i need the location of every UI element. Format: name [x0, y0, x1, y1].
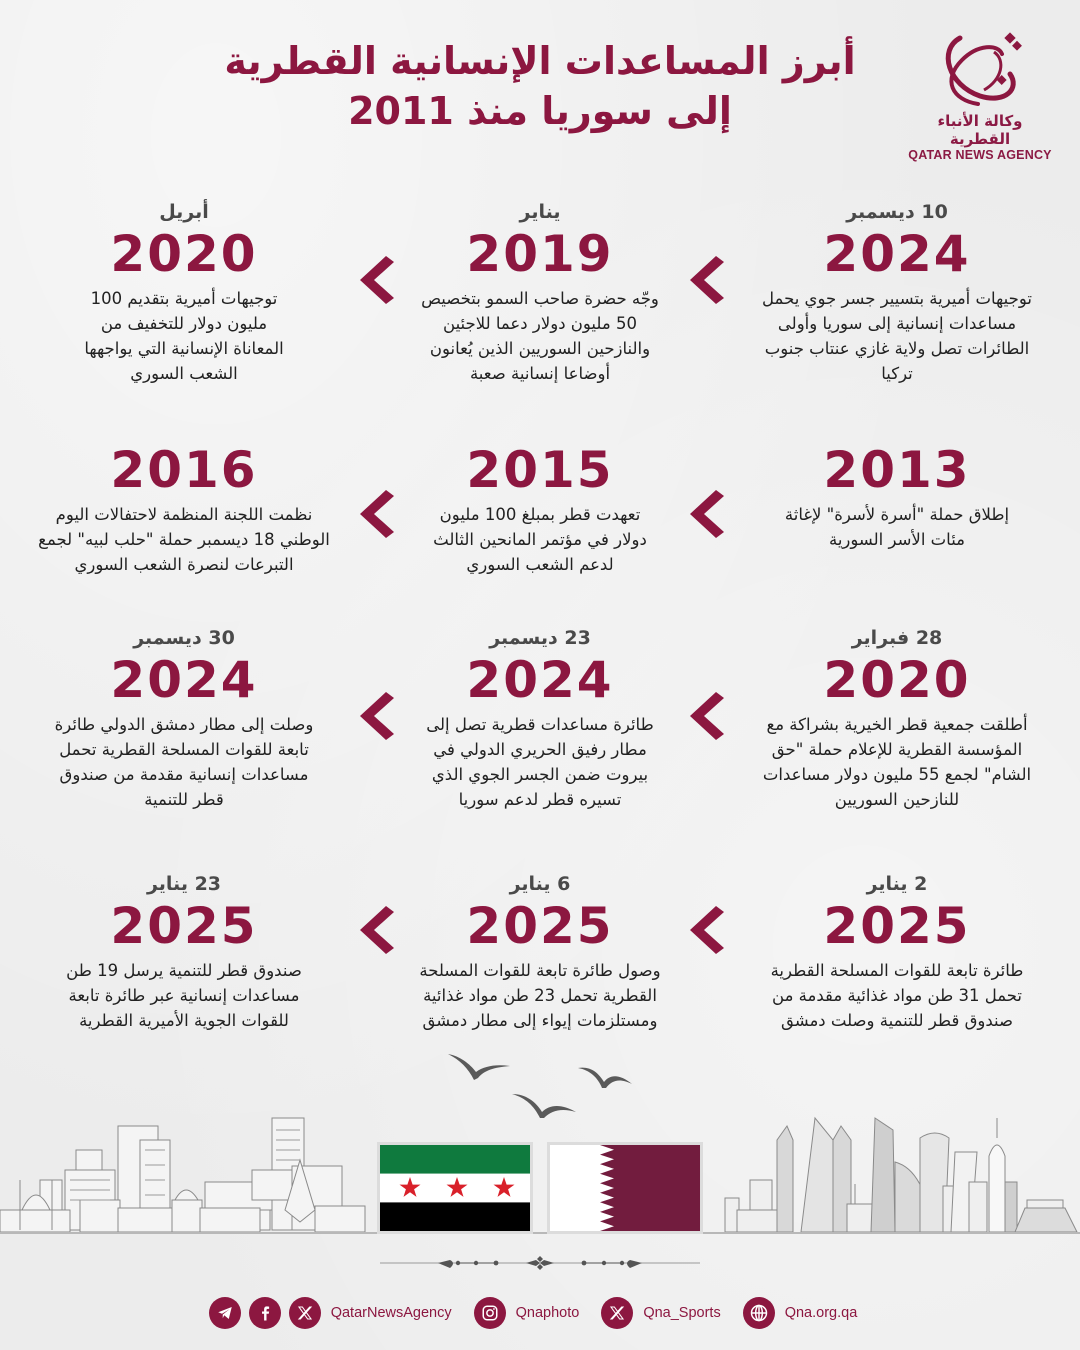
timeline-card — [380, 198, 700, 386]
social-handle-website[interactable]: Qna.org.qa — [784, 1305, 858, 1321]
timeline-year: 2016 — [110, 441, 258, 499]
timeline-card — [24, 624, 344, 812]
social-handle-qnaphoto[interactable]: Qnaphoto — [515, 1305, 580, 1321]
timeline-card — [380, 624, 700, 812]
timeline-year: 2025 — [466, 897, 614, 955]
timeline-description: إطلاق حملة "أسرة لأسرة" لإغاثة مئات الأسر السورية — [784, 505, 1010, 549]
timeline-date: 10 ديسمبر — [846, 201, 948, 223]
timeline-description: طائرة تابعة للقوات المسلحة القطرية تحمل 31 طن مواد غذائية مقدمة من صندوق قطر للتنمية وصلت دمشق — [770, 961, 1024, 1030]
skyline-ground-line — [0, 1232, 1080, 1234]
timeline-description: توجيهات أميرية بتقديم 100 مليون دولار للتخفيف من المعاناة الإنسانية التي يواجهها الشعب السوري — [84, 289, 284, 383]
chevron-left-icon — [356, 688, 396, 744]
timeline-year: 2025 — [823, 897, 971, 955]
timeline-card — [737, 442, 1057, 552]
timeline-date: 6 يناير — [509, 873, 571, 895]
timeline-description: وصلت إلى مطار دمشق الدولي طائرة تابعة للقوات المسلحة القطرية تحمل مساعدات إنسانية مقدمة من صندوق قطر للتنمية — [54, 715, 314, 809]
timeline-description: أطلقت جمعية قطر الخيرية بشراكة مع المؤسسة القطرية للإعلام حملة "حق الشام" لجمع 55 مليون دولار مساعدات للنازحين السوريين — [762, 715, 1032, 809]
qatar-flag — [547, 1142, 703, 1234]
logo-name-english: QATAR NEWS AGENCY — [908, 148, 1052, 162]
timeline-year: 2024 — [466, 651, 614, 709]
chevron-left-icon — [686, 688, 726, 744]
chevron-left-icon — [686, 902, 726, 958]
timeline-year: 2024 — [110, 651, 258, 709]
timeline-year: 2020 — [110, 225, 258, 283]
x-icon[interactable] — [289, 1297, 321, 1329]
ornamental-divider — [380, 1253, 700, 1273]
page-title — [200, 36, 880, 136]
telegram-icon[interactable] — [209, 1297, 241, 1329]
timeline-year: 2024 — [823, 225, 971, 283]
timeline-date: 28 فبراير — [851, 627, 943, 649]
qna-orbit-logo-icon — [932, 30, 1028, 110]
timeline-year: 2013 — [823, 441, 971, 499]
social-footer — [0, 1295, 1080, 1331]
chevron-left-icon — [356, 252, 396, 308]
timeline-date: 2 يناير — [866, 873, 928, 895]
timeline-card — [380, 870, 700, 1033]
doha-skyline-illustration — [705, 1110, 1080, 1235]
instagram-icon[interactable] — [474, 1297, 506, 1329]
globe-icon[interactable] — [743, 1297, 775, 1329]
timeline-date: 23 ديسمبر — [489, 627, 591, 649]
timeline-card — [24, 442, 344, 577]
timeline-card — [24, 870, 344, 1033]
timeline-description: وصول طائرة تابعة للقوات المسلحة القطرية تحمل 23 طن مواد غذائية ومستلزمات إيواء إلى مطار دمشق — [419, 961, 661, 1030]
timeline-date: 30 ديسمبر — [133, 627, 235, 649]
chevron-left-icon — [356, 486, 396, 542]
logo-name-arabic: وكالة الأنباء القطرية — [937, 112, 1023, 148]
timeline-description: توجيهات أميرية بتسيير جسر جوي يحمل مساعدات إنسانية إلى سوريا وأولى الطائرات تصل ولاية غازي عنتاب جنوب تركيا — [762, 289, 1032, 383]
timeline-year: 2015 — [466, 441, 614, 499]
timeline-date: يناير — [519, 201, 561, 223]
timeline-description: تعهدت قطر بمبلغ 100 مليون دولار في مؤتمر المانحين الثالث لدعم الشعب السوري — [433, 505, 647, 574]
chevron-left-icon — [686, 486, 726, 542]
facebook-icon[interactable] — [249, 1297, 281, 1329]
timeline-card — [737, 624, 1057, 812]
timeline-date: أبريل — [159, 201, 209, 223]
timeline-card — [24, 198, 344, 386]
social-handle-qatarnewsagency[interactable]: QatarNewsAgency — [330, 1305, 452, 1321]
birds-icon — [440, 1050, 640, 1130]
timeline-description: صندوق قطر للتنمية يرسل 19 طن مساعدات إنسانية عبر طائرة تابعة للقوات الجوية الأميرية القطرية — [66, 961, 302, 1030]
timeline-card — [380, 442, 700, 577]
timeline-year: 2025 — [110, 897, 258, 955]
syrian-independence-flag — [377, 1142, 533, 1234]
timeline-year: 2020 — [823, 651, 971, 709]
timeline-description: وجّه حضرة صاحب السمو بتخصيص 50 مليون دولار دعما للاجئين والنازحين السوريين الذين يُعانون أوضاعا إنسانية صعبة — [421, 289, 659, 383]
x-icon[interactable] — [601, 1297, 633, 1329]
timeline-year: 2019 — [466, 225, 614, 283]
timeline-card — [737, 198, 1057, 386]
timeline-card — [737, 870, 1057, 1033]
chevron-left-icon — [356, 902, 396, 958]
social-handle-qna-sports[interactable]: Qna_Sports — [643, 1305, 721, 1321]
damascus-skyline-illustration — [0, 1110, 370, 1235]
title-line-2: إلى سوريا منذ 2011 — [348, 89, 732, 133]
timeline-description: نظمت اللجنة المنظمة لاحتفالات اليوم الوطني 18 ديسمبر حملة "حلب لبيه" لجمع التبرعات لنصرة الشعب السوري — [38, 505, 330, 574]
timeline-description: طائرة مساعدات قطرية تصل إلى مطار رفيق الحريري الدولي في بيروت ضمن الجسر الجوي الذي تسيره قطر لدعم سوريا — [426, 715, 654, 809]
chevron-left-icon — [686, 252, 726, 308]
title-line-1: أبرز المساعدات الإنسانية القطرية — [224, 39, 856, 83]
timeline-date: 23 يناير — [146, 873, 222, 895]
qna-logo — [905, 30, 1055, 162]
